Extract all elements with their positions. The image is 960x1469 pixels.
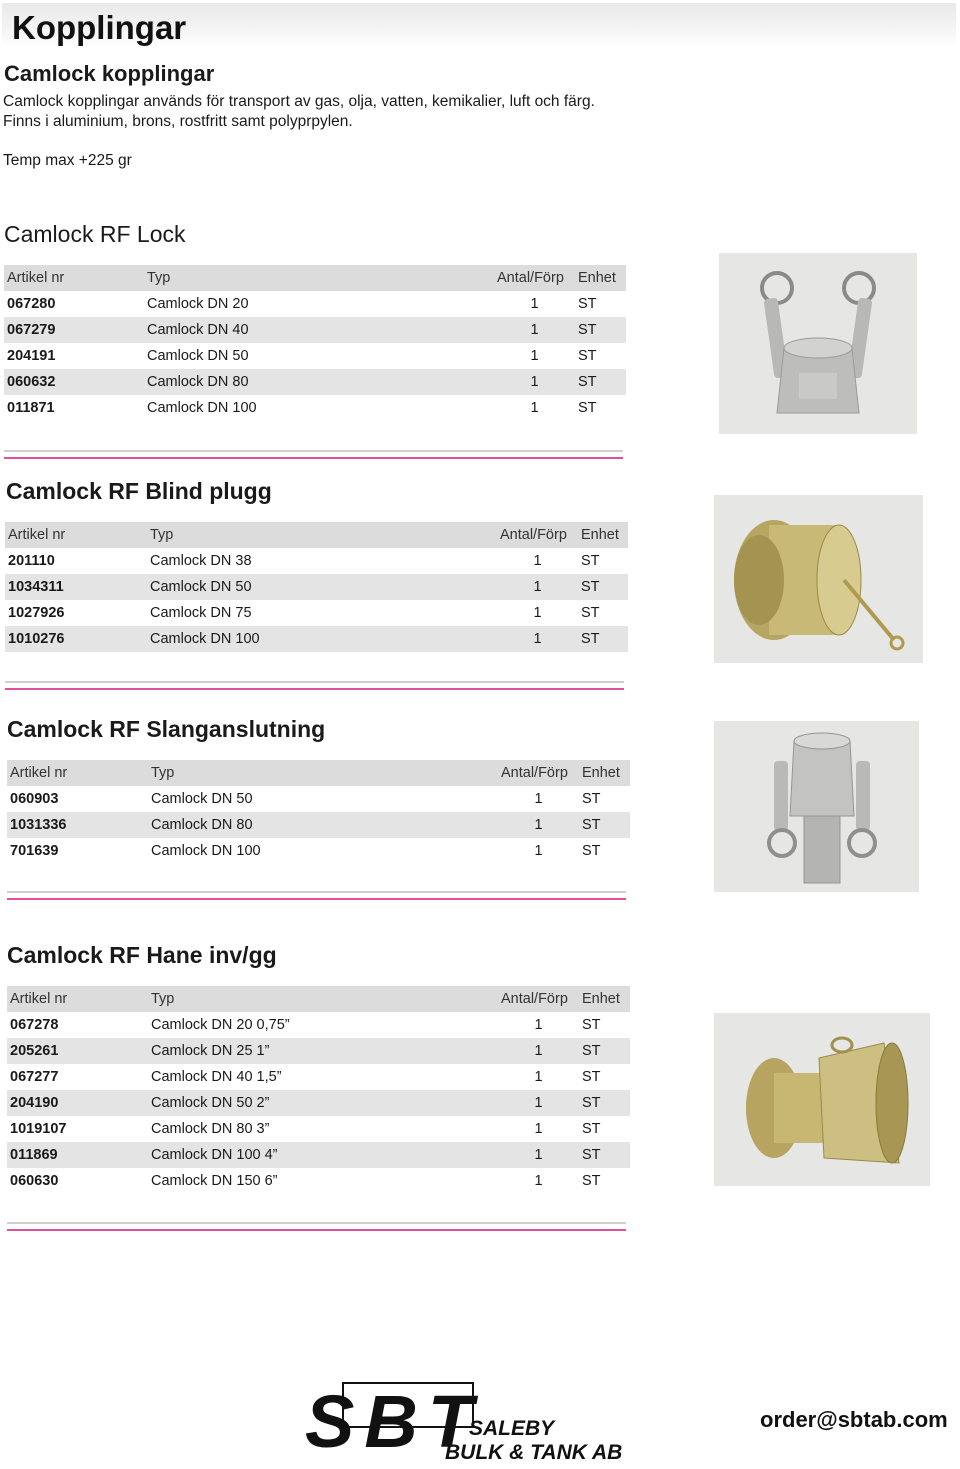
cell-unit: ST <box>578 296 597 312</box>
table-row <box>7 1064 630 1090</box>
cell-qty: 1 <box>533 605 542 621</box>
contact-email[interactable]: order@sbtab.com <box>760 1407 948 1432</box>
section-title-lock: Camlock RF Lock <box>4 221 186 247</box>
camlock-blind-plug-image <box>714 495 923 663</box>
column-header-unit: Enhet <box>575 522 628 548</box>
table-row <box>7 1116 630 1142</box>
cell-typ: Camlock DN 40 <box>147 317 497 343</box>
table-row <box>4 343 626 369</box>
cell-qty: 1 <box>534 791 543 807</box>
page-title: Kopplingar <box>12 9 187 46</box>
column-header-typ: Typ <box>151 760 501 786</box>
cell-qty: 1 <box>497 317 572 343</box>
table-row <box>5 626 628 652</box>
camlock-lock-image <box>719 253 917 434</box>
table-row <box>4 369 626 395</box>
cell-qty: 1 <box>534 1017 543 1033</box>
cell-unit: ST <box>576 1142 630 1168</box>
table-header-row <box>5 522 628 548</box>
cell-art: 011871 <box>7 400 55 416</box>
column-header-qty: Antal/Förp <box>497 265 572 291</box>
cell-unit: ST <box>572 317 626 343</box>
cell-qty: 1 <box>534 1121 543 1137</box>
page-header <box>2 3 956 47</box>
cell-unit: ST <box>576 1090 630 1116</box>
cell-unit: ST <box>572 369 626 395</box>
product-table-hane <box>7 986 630 1194</box>
cell-typ: Camlock DN 50 <box>150 574 500 600</box>
cell-art: 1010276 <box>5 626 150 652</box>
column-header-typ: Typ <box>147 265 497 291</box>
column-header-typ: Typ <box>151 986 501 1012</box>
logo-company-line2: BULK & TANK AB <box>445 1441 623 1463</box>
logo-company-line1: SALEBY <box>469 1417 555 1440</box>
cell-qty: 1 <box>501 1142 576 1168</box>
cell-unit: ST <box>575 626 628 652</box>
table-row <box>7 1168 630 1194</box>
section-divider <box>5 681 624 690</box>
intro-text <box>3 92 595 132</box>
cell-art: 1034311 <box>5 574 150 600</box>
cell-art: 204191 <box>7 348 56 364</box>
cell-qty: 1 <box>534 843 543 859</box>
cell-unit: ST <box>575 574 628 600</box>
cell-unit: ST <box>576 812 630 838</box>
cell-unit: ST <box>582 843 601 859</box>
cell-unit: ST <box>578 348 597 364</box>
product-photo-blind-plugg <box>714 495 923 663</box>
cell-art: 701639 <box>10 843 59 859</box>
intro-line-1: Camlock kopplingar används för transport av gas, olja, vatten, kemikalier, luft och färg. <box>3 93 595 110</box>
cell-typ: Camlock DN 100 <box>147 400 257 416</box>
cell-art: 067280 <box>7 296 56 312</box>
table-row <box>7 1038 630 1064</box>
product-table-slanganslutning <box>7 760 630 864</box>
company-logo <box>305 1381 641 1463</box>
cell-qty: 1 <box>500 574 575 600</box>
cell-unit: ST <box>576 1038 630 1064</box>
table-row <box>7 1142 630 1168</box>
sbt-logo-image <box>305 1381 641 1463</box>
cell-typ: Camlock DN 100 <box>150 626 500 652</box>
section-title-hane: Camlock RF Hane inv/gg <box>7 942 277 968</box>
column-header-unit: Enhet <box>576 760 630 786</box>
cell-typ: Camlock DN 20 0,75” <box>151 1017 290 1033</box>
cell-qty: 1 <box>534 1069 543 1085</box>
cell-art: 067279 <box>4 317 147 343</box>
table-row <box>7 1012 630 1038</box>
table-header-row <box>7 760 630 786</box>
cell-typ: Camlock DN 50 <box>147 348 249 364</box>
cell-qty: 1 <box>501 812 576 838</box>
cell-art: 067278 <box>10 1017 59 1033</box>
cell-qty: 1 <box>530 348 539 364</box>
product-table-lock <box>4 265 626 421</box>
cell-unit: ST <box>582 1173 601 1189</box>
table-row <box>4 317 626 343</box>
cell-art: 1031336 <box>7 812 151 838</box>
column-header-unit: Enhet <box>576 986 630 1012</box>
section-divider <box>7 891 626 900</box>
column-header-art: Artikel nr <box>4 265 147 291</box>
cell-art: 060632 <box>4 369 147 395</box>
cell-qty: 1 <box>530 400 539 416</box>
cell-art: 205261 <box>7 1038 151 1064</box>
column-header-unit: Enhet <box>572 265 626 291</box>
cell-typ: Camlock DN 40 1,5” <box>151 1069 282 1085</box>
table-header-row <box>7 986 630 1012</box>
cell-art: 1027926 <box>8 605 65 621</box>
cell-typ: Camlock DN 25 1” <box>151 1038 501 1064</box>
cell-typ: Camlock DN 50 <box>151 791 253 807</box>
section-title-blind-plugg: Camlock RF Blind plugg <box>6 478 272 504</box>
cell-typ: Camlock DN 75 <box>150 605 252 621</box>
cell-unit: ST <box>582 1121 601 1137</box>
section-title-slanganslutning: Camlock RF Slanganslutning <box>7 716 326 742</box>
cell-qty: 1 <box>534 1173 543 1189</box>
product-photo-lock <box>719 253 917 434</box>
cell-unit: ST <box>578 400 597 416</box>
cell-art: 1019107 <box>10 1121 67 1137</box>
cell-qty: 1 <box>501 1038 576 1064</box>
table-row <box>7 786 630 812</box>
intro-line-2: Finns i aluminium, brons, rostfritt samt polyprpylen. <box>3 113 353 130</box>
cell-art: 204190 <box>7 1090 151 1116</box>
table-row <box>5 600 628 626</box>
camlock-hose-coupling-image <box>714 721 919 892</box>
cell-typ: Camlock DN 100 4” <box>151 1142 501 1168</box>
table-row <box>4 291 626 317</box>
cell-typ: Camlock DN 20 <box>147 296 249 312</box>
product-photo-slanganslutning <box>714 721 919 892</box>
cell-qty: 1 <box>500 626 575 652</box>
cell-typ: Camlock DN 80 <box>151 812 501 838</box>
cell-typ: Camlock DN 80 <box>147 369 497 395</box>
cell-art: 011869 <box>7 1142 151 1168</box>
table-row <box>5 548 628 574</box>
cell-art: 060630 <box>10 1173 59 1189</box>
cell-unit: ST <box>582 1069 601 1085</box>
table-header-row <box>4 265 626 291</box>
table-row <box>7 812 630 838</box>
table-row <box>5 574 628 600</box>
intro-title: Camlock kopplingar <box>4 61 215 86</box>
column-header-typ: Typ <box>150 522 500 548</box>
table-row <box>4 395 626 421</box>
intro-temp: Temp max +225 gr <box>3 152 132 169</box>
cell-unit: ST <box>582 791 601 807</box>
cell-qty: 1 <box>501 1090 576 1116</box>
cell-typ: Camlock DN 100 <box>151 843 261 859</box>
column-header-qty: Antal/Förp <box>501 760 576 786</box>
cell-unit: ST <box>582 1017 601 1033</box>
cell-art: 067277 <box>10 1069 59 1085</box>
product-photo-hane <box>714 1013 930 1186</box>
cell-art: 060903 <box>10 791 59 807</box>
cell-typ: Camlock DN 50 2” <box>151 1090 501 1116</box>
camlock-male-female-image <box>714 1013 930 1186</box>
column-header-qty: Antal/Förp <box>501 986 576 1012</box>
cell-art: 201110 <box>8 553 55 569</box>
cell-typ: Camlock DN 38 <box>150 553 252 569</box>
cell-unit: ST <box>581 605 600 621</box>
cell-qty: 1 <box>497 369 572 395</box>
table-row <box>7 838 630 864</box>
cell-typ: Camlock DN 150 6” <box>151 1173 278 1189</box>
section-divider <box>4 450 623 459</box>
column-header-art: Artikel nr <box>5 522 150 548</box>
table-row <box>7 1090 630 1116</box>
column-header-qty: Antal/Förp <box>500 522 575 548</box>
cell-qty: 1 <box>533 553 542 569</box>
cell-qty: 1 <box>530 296 539 312</box>
section-divider <box>7 1222 626 1231</box>
column-header-art: Artikel nr <box>7 760 151 786</box>
logo-sbt-text: SBT <box>305 1381 473 1463</box>
cell-typ: Camlock DN 80 3” <box>151 1121 270 1137</box>
column-header-art: Artikel nr <box>7 986 151 1012</box>
product-table-blind-plugg <box>5 522 628 652</box>
cell-unit: ST <box>581 553 600 569</box>
